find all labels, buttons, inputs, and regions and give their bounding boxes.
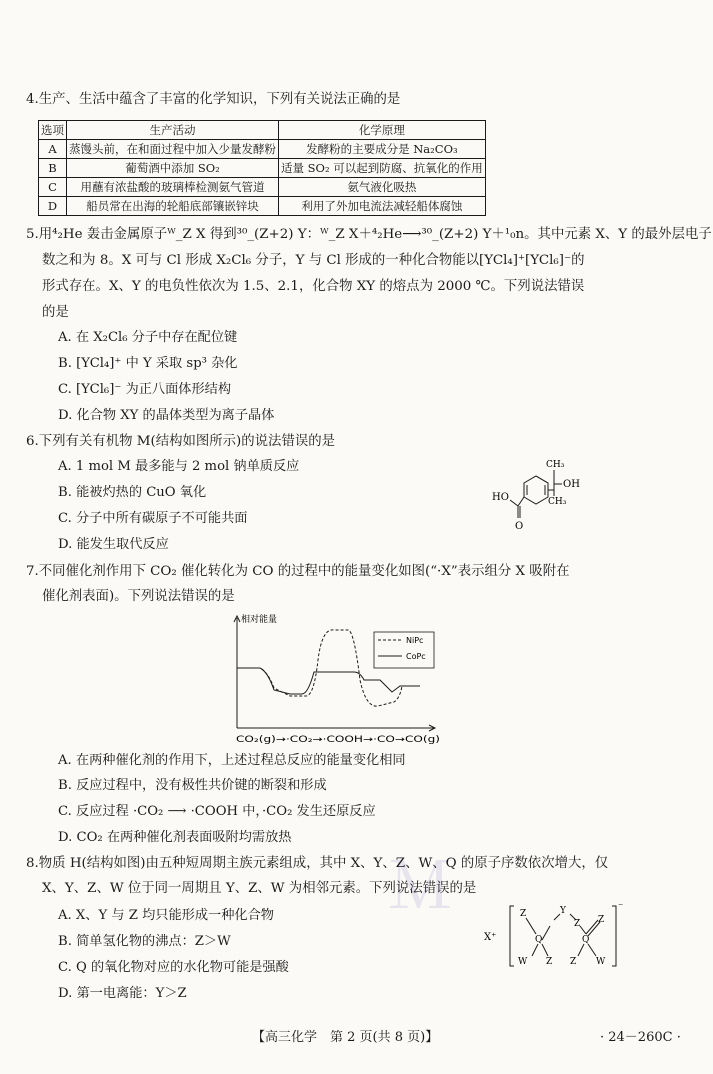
table-cell: C xyxy=(39,178,67,197)
q8-option-d: D. 第一电离能：Y＞Z xyxy=(58,986,187,1001)
table-row xyxy=(39,197,486,216)
table-cell: 船员常在出海的轮船底部镶嵌锌块 xyxy=(67,197,279,216)
q5-option-a: A. 在 X₂Cl₆ 分子中存在配位键 xyxy=(58,330,238,345)
q5-line-2: 数之和为 8。X 可与 Cl 形成 X₂Cl₆ 分子，Y 与 Cl 形成的一种化合物能以[YCl₄]⁺[YCl₆]⁻的 xyxy=(42,253,585,268)
q4-stem: 4.生产、生活中蕴含了丰富的化学知识，下列有关说法正确的是 xyxy=(26,92,401,107)
atom-z-label: Z xyxy=(574,919,581,929)
left-bracket xyxy=(510,906,514,966)
right-bracket xyxy=(612,906,616,966)
table-cell: 利用了外加电流法减轻船体腐蚀 xyxy=(279,197,486,216)
atom-z-label: Z xyxy=(598,915,605,925)
table-cell: 氨气液化吸热 xyxy=(279,178,486,197)
table-cell: D xyxy=(39,197,67,216)
q6-option-c: C. 分子中所有碳原子不可能共面 xyxy=(58,511,248,526)
table-row xyxy=(39,140,486,159)
table-header: 化学原理 xyxy=(279,121,486,140)
energy-profile-chart xyxy=(230,610,445,750)
q5-line-3: 形式存在。X、Y 的电负性依次为 1.5、2.1，化合物 XY 的熔点为 2000 ℃。下列说法错误 xyxy=(42,279,585,294)
molecule-m-structure xyxy=(488,456,588,540)
q8-option-c: C. Q 的氧化物对应的水化物可能是强酸 xyxy=(58,960,289,975)
ch3-bottom-label: CH₃ xyxy=(548,497,567,507)
atom-z-label: Z xyxy=(570,957,577,967)
table-cell: 葡萄酒中添加 SO₂ xyxy=(67,159,279,178)
table-header: 选项 xyxy=(39,121,67,140)
atom-w-label: W xyxy=(518,957,528,967)
q7-option-b: B. 反应过程中，没有极性共价键的断裂和形成 xyxy=(58,778,327,793)
q6-option-d: D. 能发生取代反应 xyxy=(58,537,169,552)
table-cell: 发酵粉的主要成分是 Na₂CO₃ xyxy=(279,140,486,159)
page-footer-center: 【高三化学 第 2 页(共 8 页)】 xyxy=(252,1030,439,1045)
q7-option-d: D. CO₂ 在两种催化剂表面吸附均需放热 xyxy=(58,830,292,845)
table-cell: B xyxy=(39,159,67,178)
q5-option-b: B. [YCl₄]⁺ 中 Y 采取 sp³ 杂化 xyxy=(58,356,238,371)
oh-label: OH xyxy=(563,479,580,490)
y-axis-label: 相对能量 xyxy=(241,615,278,625)
table-cell: 用蘸有浓盐酸的玻璃棒检测氨气管道 xyxy=(67,178,279,197)
q5-option-c: C. [YCl₆]⁻ 为正八面体形结构 xyxy=(58,382,232,397)
page-footer-code: · 24－260C · xyxy=(600,1030,681,1045)
atom-w-label: W xyxy=(596,957,606,967)
legend-box xyxy=(374,632,434,668)
q8-line-2: X、Y、Z、W 位于同一周期且 Y、Z、W 为相邻元素。下列说法错误的是 xyxy=(42,881,477,896)
q5-option-d: D. 化合物 XY 的晶体类型为离子晶体 xyxy=(58,408,275,423)
q5-line-4: 的是 xyxy=(42,305,69,320)
o-label: O xyxy=(515,521,524,532)
atom-z-label: Z xyxy=(546,957,553,967)
q8-line-1: 8.物质 H(结构如图)由五种短周期主族元素组成，其中 X、Y、Z、W、Q 的原子序数依次增大，仅 xyxy=(26,856,609,871)
q7-line-1: 7.不同催化剂作用下 CO₂ 催化转化为 CO 的过程中的能量变化如图(“·X”表示组分 X 吸附在 xyxy=(26,564,570,579)
table-header-row xyxy=(39,121,486,140)
table-row xyxy=(39,178,486,197)
q8-option-a: A. X、Y 与 Z 均只能形成一种化合物 xyxy=(58,908,274,923)
legend-label-copc: CoPc xyxy=(406,652,426,661)
q8-option-b: B. 简单氢化物的沸点：Z＞W xyxy=(58,934,231,949)
q6-option-a: A. 1 mol M 最多能与 2 mol 钠单质反应 xyxy=(58,459,300,474)
atom-q-label: Q xyxy=(535,935,543,945)
q5-line-1: 5.用⁴₂He 轰击金属原子ᵂ_Z X 得到³⁰_(Z+2) Y：ᵂ_Z X＋⁴₂He⟶³⁰_(Z+2) Y＋¹₀n。其中元素 X、Y 的最外层电子 xyxy=(26,227,712,242)
table-cell: A xyxy=(39,140,67,159)
ch3-top-label: CH₃ xyxy=(546,460,565,470)
ho-label: HO xyxy=(492,492,509,503)
q4-table xyxy=(38,120,486,216)
q6-option-b: B. 能被灼热的 CuO 氧化 xyxy=(58,485,207,500)
legend xyxy=(374,632,434,668)
q7-line-2: 催化剂表面)。下列说法错误的是 xyxy=(42,589,235,604)
q6-stem: 6.下列有关有机物 M(结构如图所示)的说法错误的是 xyxy=(26,434,336,449)
series-line-copc xyxy=(237,668,420,694)
table-cell: 适量 SO₂ 可以起到防腐、抗氧化的作用 xyxy=(279,159,486,178)
table-cell: 蒸馒头前，在和面过程中加入少量发酵粉 xyxy=(67,140,279,159)
x-axis-label: CO₂(g)→·CO₂→·COOH→·CO→CO(g) xyxy=(236,735,440,745)
cation-label: X⁺ xyxy=(484,932,497,943)
substance-h-structure xyxy=(484,900,634,972)
anion-charge-label: ⁻ xyxy=(618,902,624,913)
atom-z-label: Z xyxy=(520,909,527,919)
q7-option-a: A. 在两种催化剂的作用下，上述过程总反应的能量变化相同 xyxy=(58,753,406,768)
atom-y-label: Y xyxy=(560,906,566,916)
table-row xyxy=(39,159,486,178)
table-header: 生产活动 xyxy=(67,121,279,140)
q7-option-c: C. 反应过程 ·CO₂ ⟶ ·COOH 中，·CO₂ 发生还原反应 xyxy=(58,804,376,819)
legend-label-nipc: NiPc xyxy=(406,636,424,645)
watermark-mark: Ｍ xyxy=(388,850,446,924)
atom-q-label: Q xyxy=(582,935,590,945)
